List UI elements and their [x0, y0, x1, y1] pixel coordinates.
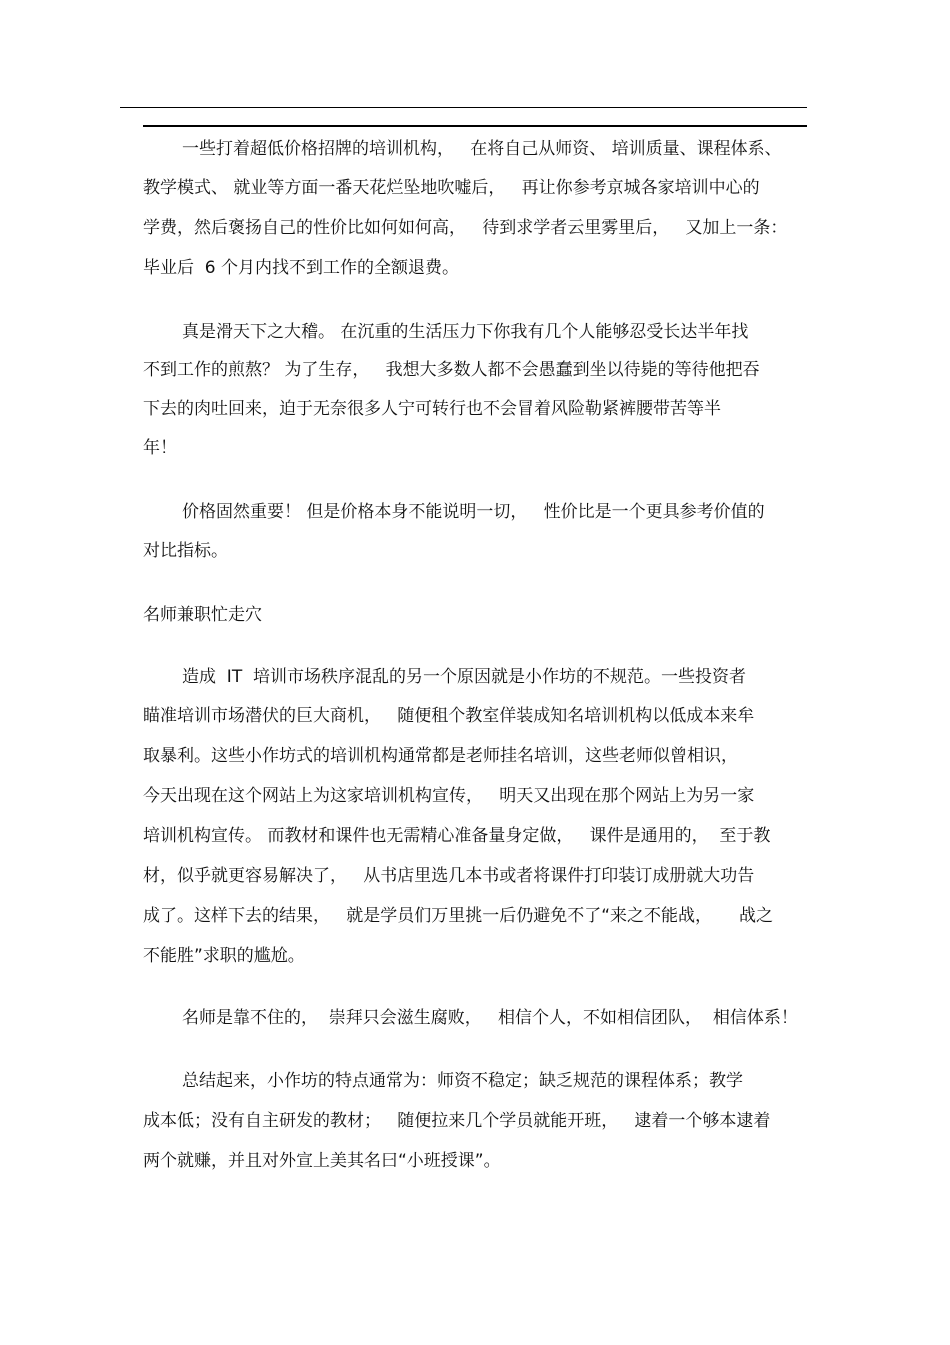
text-line: 总结起来，小作坊的特点通常为：师资不稳定；缺乏规范的课程体系；教学	[182, 1071, 743, 1091]
text-line: 成本低；没有自主研发的教材； 随便拉来几个学员就能开班， 逮着一个够本逮着	[143, 1111, 771, 1131]
text-line: 两个就赚，并且对外宣上美其名曰“小班授课”。	[143, 1151, 501, 1171]
header-rule-thick	[143, 125, 807, 127]
text-line: 真是滑天下之大稽。 在沉重的生活压力下你我有几个人能够忍受长达半年找	[182, 322, 749, 342]
text-line: 教学模式、 就业等方面一番天花烂坠地吹嘘后， 再让你参考京城各家培训中心的	[143, 178, 760, 198]
text-line: 学费，然后褒扬自己的性价比如何如何高， 待到求学者云里雾里后， 又加上一条：	[143, 218, 788, 238]
text-line: 一些打着超低价格招牌的培训机构， 在将自己从师资、 培训质量、课程体系、	[182, 139, 782, 159]
text-line: 不能胜”求职的尴尬。	[143, 946, 305, 966]
text-line: 材，似乎就更容易解决了， 从书店里选几本书或者将课件打印装订成册就大功告	[143, 866, 755, 886]
text-line: 下去的肉吐回来，迫于无奈很多人宁可转行也不会冒着风险勒紧裤腰带苦等半	[143, 399, 721, 419]
text-line: 毕业后 6 个月内找不到工作的全额退费。	[143, 258, 460, 278]
text-line: 对比指标。	[143, 541, 228, 561]
header-rule-thin	[120, 107, 807, 108]
text-line: 年！	[143, 438, 177, 458]
heading-text: 名师兼职忙走穴	[143, 605, 262, 625]
text-line: 造成 IT 培训市场秩序混乱的另一个原因就是小作坊的不规范。一些投资者	[182, 667, 747, 687]
text-line: 培训机构宣传。 而教材和课件也无需精心准备量身定做， 课件是通用的， 至于教	[143, 826, 771, 846]
text-line: 取暴利。这些小作坊式的培训机构通常都是老师挂名培训，这些老师似曾相识，	[143, 746, 738, 766]
text-line: 不到工作的煎熬？ 为了生存， 我想大多数人都不会愚蠢到坐以待毙的等待他把吞	[143, 360, 760, 380]
text-line: 瞄准培训市场潜伏的巨大商机， 随便租个教室佯装成知名培训机构以低成本来牟	[143, 706, 755, 726]
text-line: 今天出现在这个网站上为这家培训机构宣传， 明天又出现在那个网站上为另一家	[143, 786, 755, 806]
text-line: 名师是靠不住的， 崇拜只会滋生腐败， 相信个人，不如相信团队， 相信体系！	[182, 1008, 798, 1028]
text-line: 成了。这样下去的结果， 就是学员们万里挑一后仍避免不了“来之不能战， 战之	[143, 906, 774, 926]
text-line: 价格固然重要！ 但是价格本身不能说明一切， 性价比是一个更具参考价值的	[182, 502, 765, 522]
